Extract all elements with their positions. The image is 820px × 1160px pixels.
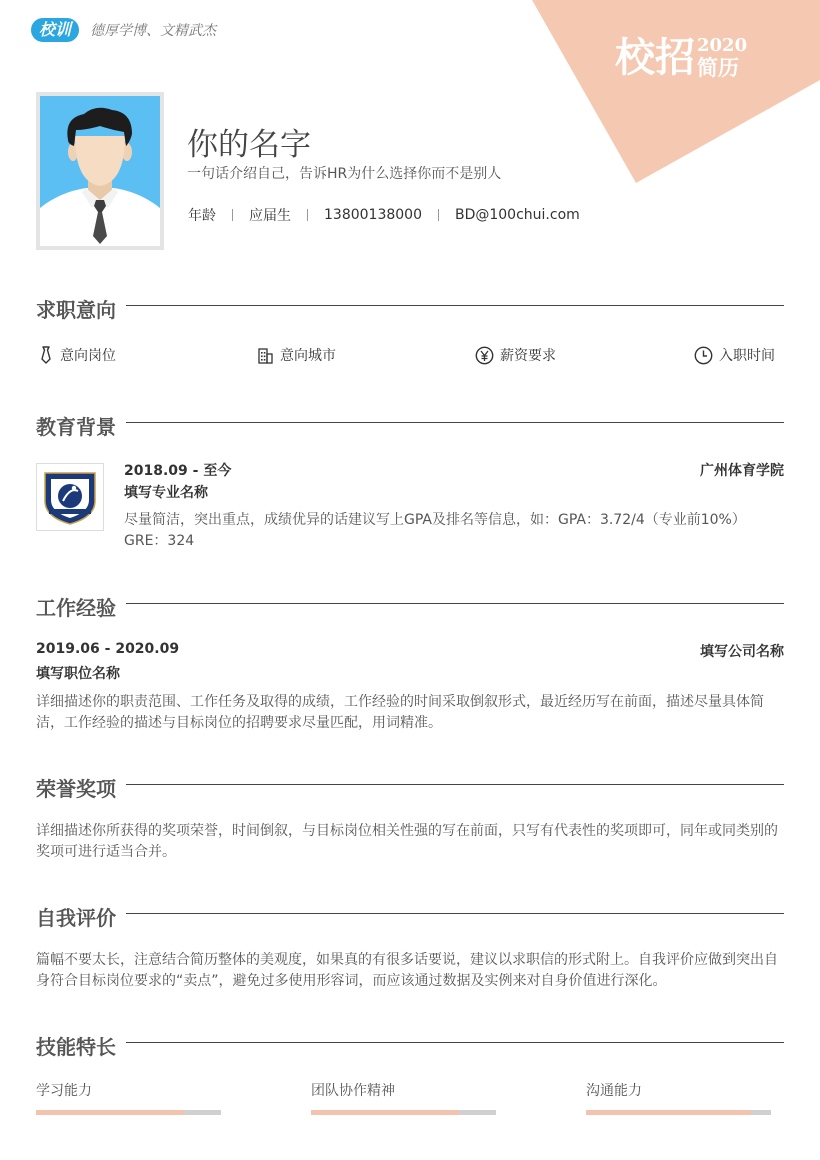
intent-city (257, 345, 336, 365)
profile-intro: 一句话介绍自己，告诉HR为什么选择你而不是别人 (187, 166, 502, 182)
yuan-coin-icon (475, 346, 494, 365)
badge-sub-text: 简历 (697, 55, 739, 80)
skill-label: 沟通能力 (586, 1083, 642, 1099)
profile-status: 应届生 (249, 208, 291, 224)
corner-decoration (530, 0, 820, 185)
badge-side (697, 36, 747, 80)
skill-bar-track (311, 1110, 496, 1115)
section-title-intent: 求职意向 (36, 298, 116, 322)
avatar (40, 96, 160, 246)
section-divider (126, 603, 784, 604)
section-divider (126, 305, 784, 306)
intent-salary (475, 345, 556, 365)
section-divider (126, 422, 784, 423)
work-company: 填写公司名称 (700, 644, 784, 660)
section-title-self-eval: 自我评价 (36, 906, 116, 930)
info-divider (307, 209, 308, 221)
section-divider (126, 1042, 784, 1043)
info-divider (438, 209, 439, 221)
section-divider (126, 913, 784, 914)
intent-position-label: 意向岗位 (60, 348, 116, 364)
profile-photo-frame (36, 92, 164, 250)
school-emblem (36, 463, 104, 531)
avatar-illustration (40, 96, 160, 246)
intent-start-label: 入职时间 (719, 348, 775, 364)
skill-label: 团队协作精神 (311, 1083, 395, 1099)
skill-bar-fill (36, 1110, 184, 1115)
school-logo: 校训 (31, 18, 79, 42)
profile-email[interactable]: BD@100chui.com (454, 207, 580, 223)
tie-icon (38, 346, 54, 364)
skill-bar-track (36, 1110, 221, 1115)
intent-city-label: 意向城市 (280, 348, 336, 364)
building-icon (257, 347, 274, 364)
profile-info-row (188, 205, 580, 225)
section-title-skills: 技能特长 (36, 1035, 116, 1059)
skill-bar-track (586, 1110, 771, 1115)
self-eval-description: 篇幅不要太长，注意结合简历整体的美观度，如果真的有很多话要说，建议以求职信的形式附上。自我评价应做到突出自身符合目标岗位要求的“卖点”，避免过多使用形容词，而应该通过数据及实例来对自身价值进行深化。 (36, 952, 778, 989)
clock-icon (694, 346, 713, 365)
badge-year: 2020 (697, 35, 748, 56)
intent-salary-label: 薪资要求 (500, 348, 556, 364)
skill-bar-fill (586, 1110, 751, 1115)
work-period: 2019.06 - 2020.09 (36, 641, 180, 657)
section-divider (126, 784, 784, 785)
badge-main-text: 校招 (615, 34, 695, 81)
education-description: 尽量简洁，突出重点，成绩优异的话建议写上GPA及排名等信息，如：GPA：3.72/4（专业前10%） GRE：324 (124, 512, 746, 549)
intent-position (38, 345, 116, 365)
skill-label: 学习能力 (36, 1083, 92, 1099)
skill-bar-fill (311, 1110, 459, 1115)
education-period: 2018.09 - 至今 (124, 463, 232, 479)
intent-start (694, 345, 775, 365)
profile-age: 年龄 (188, 208, 216, 224)
section-title-honors: 荣誉奖项 (36, 777, 116, 801)
profile-phone: 13800138000 (324, 207, 422, 223)
work-title: 填写职位名称 (36, 666, 120, 682)
school-slogan: 德厚学博、文精武杰 (90, 23, 216, 39)
section-title-education: 教育背景 (36, 415, 116, 439)
resume-badge (615, 34, 747, 82)
honors-description: 详细描述你所获得的奖项荣誉，时间倒叙，与目标岗位相关性强的写在前面，只写有代表性的奖项即可，同年或同类别的奖项可进行适当合并。 (36, 823, 778, 860)
section-title-work: 工作经验 (36, 596, 116, 620)
info-divider (232, 209, 233, 221)
work-description: 详细描述你的职责范围、工作任务及取得的成绩，工作经验的时间采取倒叙形式，最近经历写在前面，描述尽量具体简洁，工作经验的描述与目标岗位的招聘要求尽量匹配，用词精准。 (36, 694, 764, 731)
education-school: 广州体育学院 (700, 463, 784, 479)
education-major: 填写专业名称 (124, 485, 208, 501)
profile-name: 你的名字 (187, 127, 311, 163)
school-emblem-icon (41, 467, 99, 527)
